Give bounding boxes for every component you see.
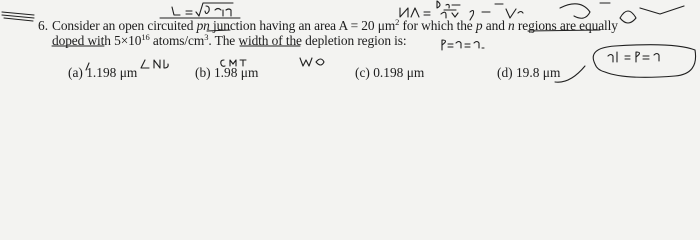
left-scribble-mark bbox=[2, 12, 34, 21]
question-number: 6. bbox=[38, 18, 49, 33]
q-n: n bbox=[508, 18, 515, 33]
option-b-text: 1.98 μm bbox=[213, 65, 259, 80]
option-a[interactable] bbox=[68, 65, 137, 81]
option-b-label: (b) bbox=[195, 65, 211, 80]
question-line-2 bbox=[52, 33, 407, 49]
q-rest: . The width of the depletion region is: bbox=[208, 33, 407, 48]
pn-ni-note bbox=[442, 40, 484, 50]
ln-formula-scribble bbox=[172, 3, 233, 16]
option-b[interactable] bbox=[195, 65, 258, 81]
q-end: regions are equally bbox=[514, 18, 618, 33]
boxed-note-outline bbox=[593, 45, 695, 78]
q-p: p bbox=[475, 18, 483, 33]
q-pn: pn bbox=[196, 18, 210, 33]
question-line-1 bbox=[52, 18, 618, 34]
q-area-exp: 2 bbox=[395, 17, 400, 27]
q-and: and bbox=[482, 18, 509, 33]
q-atoms: atoms/cm bbox=[149, 33, 205, 48]
option-c[interactable] bbox=[355, 65, 424, 81]
q-intro: Consider an open circuited bbox=[52, 18, 197, 33]
q-doping-exp: 16 bbox=[141, 32, 150, 42]
near-a-scribble bbox=[141, 60, 168, 68]
boxed-note-text bbox=[608, 52, 659, 62]
wo-scribble bbox=[300, 58, 324, 66]
option-d-text: 19.8 μm bbox=[515, 65, 561, 80]
option-a-text: 1.198 μm bbox=[86, 65, 138, 80]
option-c-text: 0.198 μm bbox=[373, 65, 425, 80]
q-doped: doped with 5×10 bbox=[52, 33, 142, 48]
q-atoms-exp: 3 bbox=[204, 32, 209, 42]
q-area: A = 20 μm bbox=[338, 18, 396, 33]
option-d-label: (d) bbox=[497, 65, 513, 80]
option-d[interactable] bbox=[497, 65, 560, 81]
handwritten-annotations bbox=[0, 0, 700, 98]
q-tail: for which the bbox=[399, 18, 476, 33]
q-mid: junction having an area bbox=[209, 18, 339, 33]
option-a-label: (a) bbox=[68, 65, 83, 80]
option-c-label: (c) bbox=[355, 65, 370, 80]
